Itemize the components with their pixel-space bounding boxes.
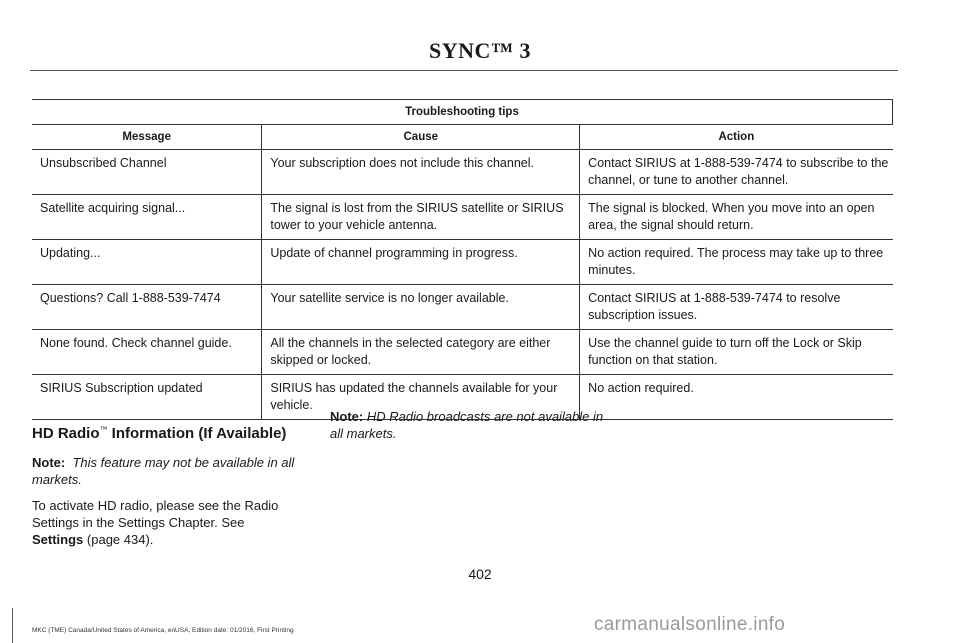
left-text-column <box>32 421 304 557</box>
table-row <box>32 240 893 285</box>
action-cell: Contact SIRIUS at 1-888-539-7474 to resolve subscription issues. <box>580 285 893 330</box>
page-number: 402 <box>468 566 492 582</box>
heading-main: HD Radio <box>32 425 100 442</box>
cause-cell: The signal is lost from the SIRIUS satellite or SIRIUS tower to your vehicle antenna. <box>262 195 580 240</box>
message-cell: Updating... <box>32 240 262 285</box>
activation-paragraph <box>32 497 304 548</box>
message-cell: Questions? Call 1-888-539-7474 <box>32 285 262 330</box>
column-header-action: Action <box>580 125 893 150</box>
note-label: Note: <box>32 455 66 470</box>
note-text: This feature may not be available in all markets. <box>32 455 295 487</box>
column-header-cause: Cause <box>262 125 580 150</box>
note-text: HD Radio broadcasts are not available in all markets. <box>330 409 604 441</box>
right-text-column <box>330 408 610 451</box>
page-reference: (page 434). <box>83 532 154 547</box>
settings-cross-reference[interactable]: Settings <box>32 532 84 547</box>
cause-cell: SIRIUS has updated the channels available for your vehicle. <box>262 375 580 420</box>
table-row <box>32 330 893 375</box>
header-divider <box>30 70 898 71</box>
note-label: Note: <box>330 409 364 424</box>
message-cell: Unsubscribed Channel <box>32 150 262 195</box>
cause-cell: Your subscription does not include this channel. <box>262 150 580 195</box>
paragraph-text: To activate HD radio, please see the Radio Settings in the Settings Chapter. See <box>32 498 279 530</box>
watermark: carmanualsonline.info <box>594 614 786 635</box>
table-caption: Troubleshooting tips <box>32 100 893 125</box>
action-cell: The signal is blocked. When you move into an open area, the signal should return. <box>580 195 893 240</box>
availability-note <box>32 454 304 488</box>
table-row <box>32 285 893 330</box>
broadcast-note <box>330 408 610 442</box>
page-title: SYNC™ 3 <box>429 38 531 63</box>
column-header-message: Message <box>32 125 262 150</box>
message-cell: Satellite acquiring signal... <box>32 195 262 240</box>
message-cell: None found. Check channel guide. <box>32 330 262 375</box>
heading-rest: Information (If Available) <box>107 425 287 442</box>
edition-info: MKC (TME) Canada/United States of America, enUSA, Edition date: 01/2016, First Printing <box>32 627 294 634</box>
action-cell: Use the channel guide to turn off the Lock or Skip function on that station. <box>580 330 893 375</box>
action-cell: Contact SIRIUS at 1-888-539-7474 to subscribe to the channel, or tune to another channel. <box>580 150 893 195</box>
action-cell: No action required. <box>580 375 893 420</box>
message-cell: SIRIUS Subscription updated <box>32 375 262 420</box>
action-cell: No action required. The process may take up to three minutes. <box>580 240 893 285</box>
table-row <box>32 195 893 240</box>
heading-trademark: ™ <box>99 425 108 434</box>
section-heading <box>32 421 304 442</box>
cause-cell: All the channels in the selected category are either skipped or locked. <box>262 330 580 375</box>
troubleshooting-table <box>32 99 893 420</box>
footer-crop-mark <box>12 608 13 643</box>
cause-cell: Your satellite service is no longer available. <box>262 285 580 330</box>
table-row <box>32 150 893 195</box>
cause-cell: Update of channel programming in progress. <box>262 240 580 285</box>
